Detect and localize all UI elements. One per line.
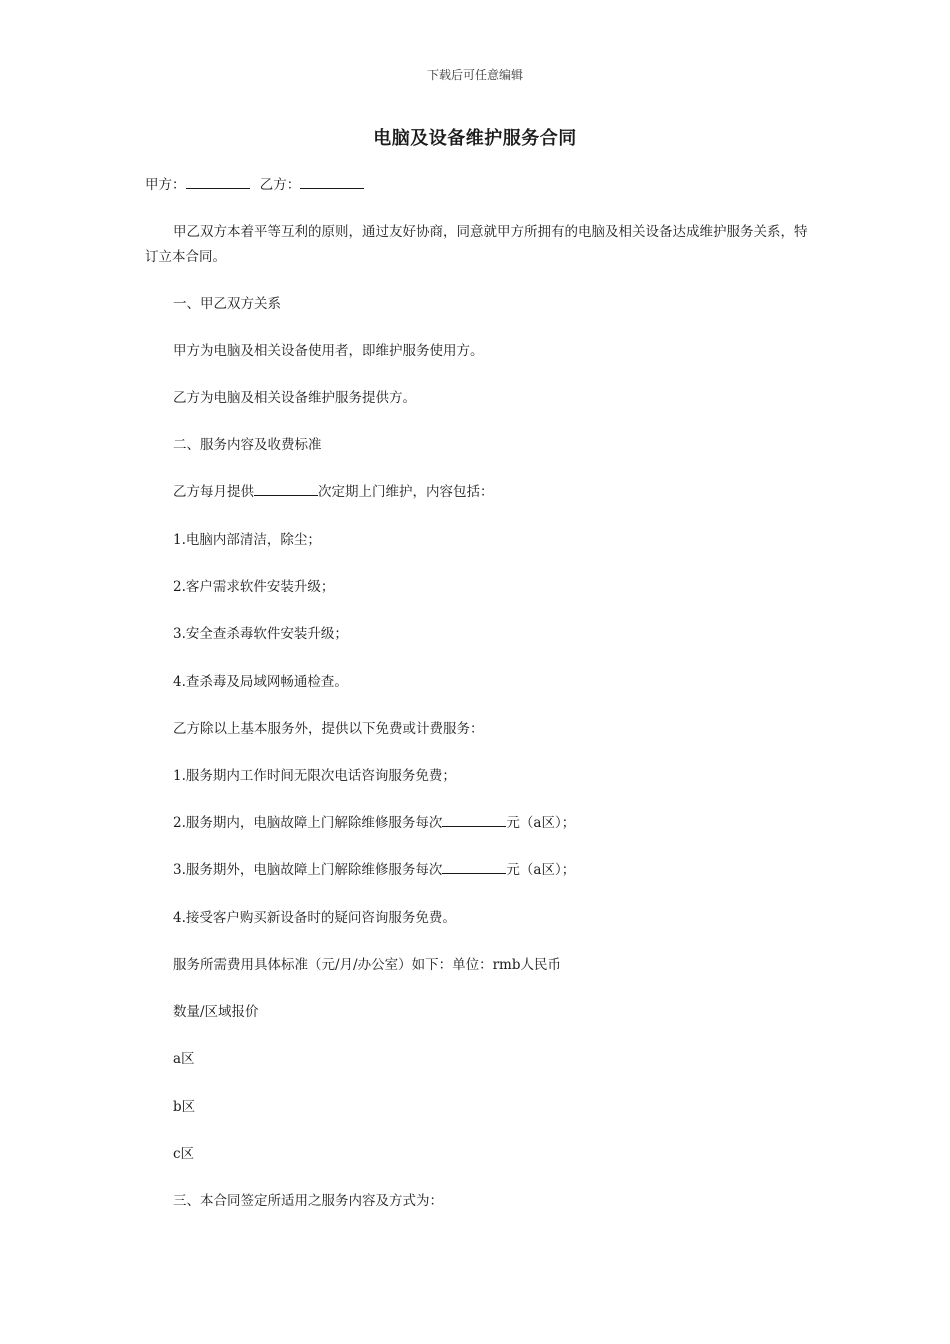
extra-service-2-suffix: 元（a区）； (506, 815, 576, 831)
extra-service-1: 1.服务期内工作时间无限次电话咨询服务免费； (173, 768, 456, 784)
region-row: b区 (173, 1099, 196, 1115)
out-period-fee-blank (442, 859, 506, 874)
section1-heading: 一、甲乙双方关系 (173, 296, 281, 312)
price-table-header: 数量/区域报价 (173, 1004, 259, 1020)
party-b-blank (300, 174, 364, 189)
section1-p2: 乙方为电脑及相关设备维护服务提供方。 (173, 390, 416, 406)
monthly-count-blank (254, 481, 318, 496)
section3-heading: 三、本合同签定所适用之服务内容及方式为： (173, 1193, 443, 1209)
party-a-label: 甲方： (145, 177, 186, 193)
parties-line (145, 173, 810, 198)
download-note: 下载后可任意编辑 (426, 68, 523, 82)
fee-standard-line: 服务所需费用具体标准（元/月/办公室）如下：单位：rmb人民币 (173, 957, 561, 973)
in-period-fee-blank (442, 812, 506, 827)
extra-service-3 (173, 858, 810, 883)
extra-service-2 (173, 811, 810, 836)
party-b-label: 乙方： (259, 177, 301, 193)
service-item: 1.电脑内部清洁，除尘； (173, 532, 321, 548)
extra-service-2-prefix: 2.服务期内，电脑故障上门解除维修服务每次 (173, 815, 443, 831)
service-item: 4.查杀毒及局域网畅通检查。 (173, 674, 348, 690)
section2-heading: 二、服务内容及收费标准 (173, 437, 322, 453)
service-item: 3.安全查杀毒软件安装升级； (173, 626, 348, 642)
monthly-suffix: 次定期上门维护，内容包括： (318, 484, 494, 500)
intro-paragraph: 甲乙双方本着平等互利的原则，通过友好协商，同意就甲方所拥有的电脑及相关设备达成维护服务关系，特订立本合同。 (145, 224, 808, 265)
contract-title: 电脑及设备维护服务合同 (373, 128, 577, 149)
extra-service-3-suffix: 元（a区）； (506, 862, 576, 878)
service-item: 2.客户需求软件安装升级； (173, 579, 335, 595)
monthly-visits-line (173, 480, 810, 505)
party-a-blank (186, 174, 250, 189)
region-row: a区 (173, 1051, 195, 1067)
extra-service-4: 4.接受客户购买新设备时的疑问咨询服务免费。 (173, 910, 456, 926)
section1-p1: 甲方为电脑及相关设备使用者，即维护服务使用方。 (173, 343, 484, 359)
extra-services-intro: 乙方除以上基本服务外，提供以下免费或计费服务： (173, 721, 484, 737)
region-row: c区 (173, 1146, 195, 1162)
monthly-prefix: 乙方每月提供 (173, 484, 254, 500)
extra-service-3-prefix: 3.服务期外，电脑故障上门解除维修服务每次 (173, 862, 443, 878)
